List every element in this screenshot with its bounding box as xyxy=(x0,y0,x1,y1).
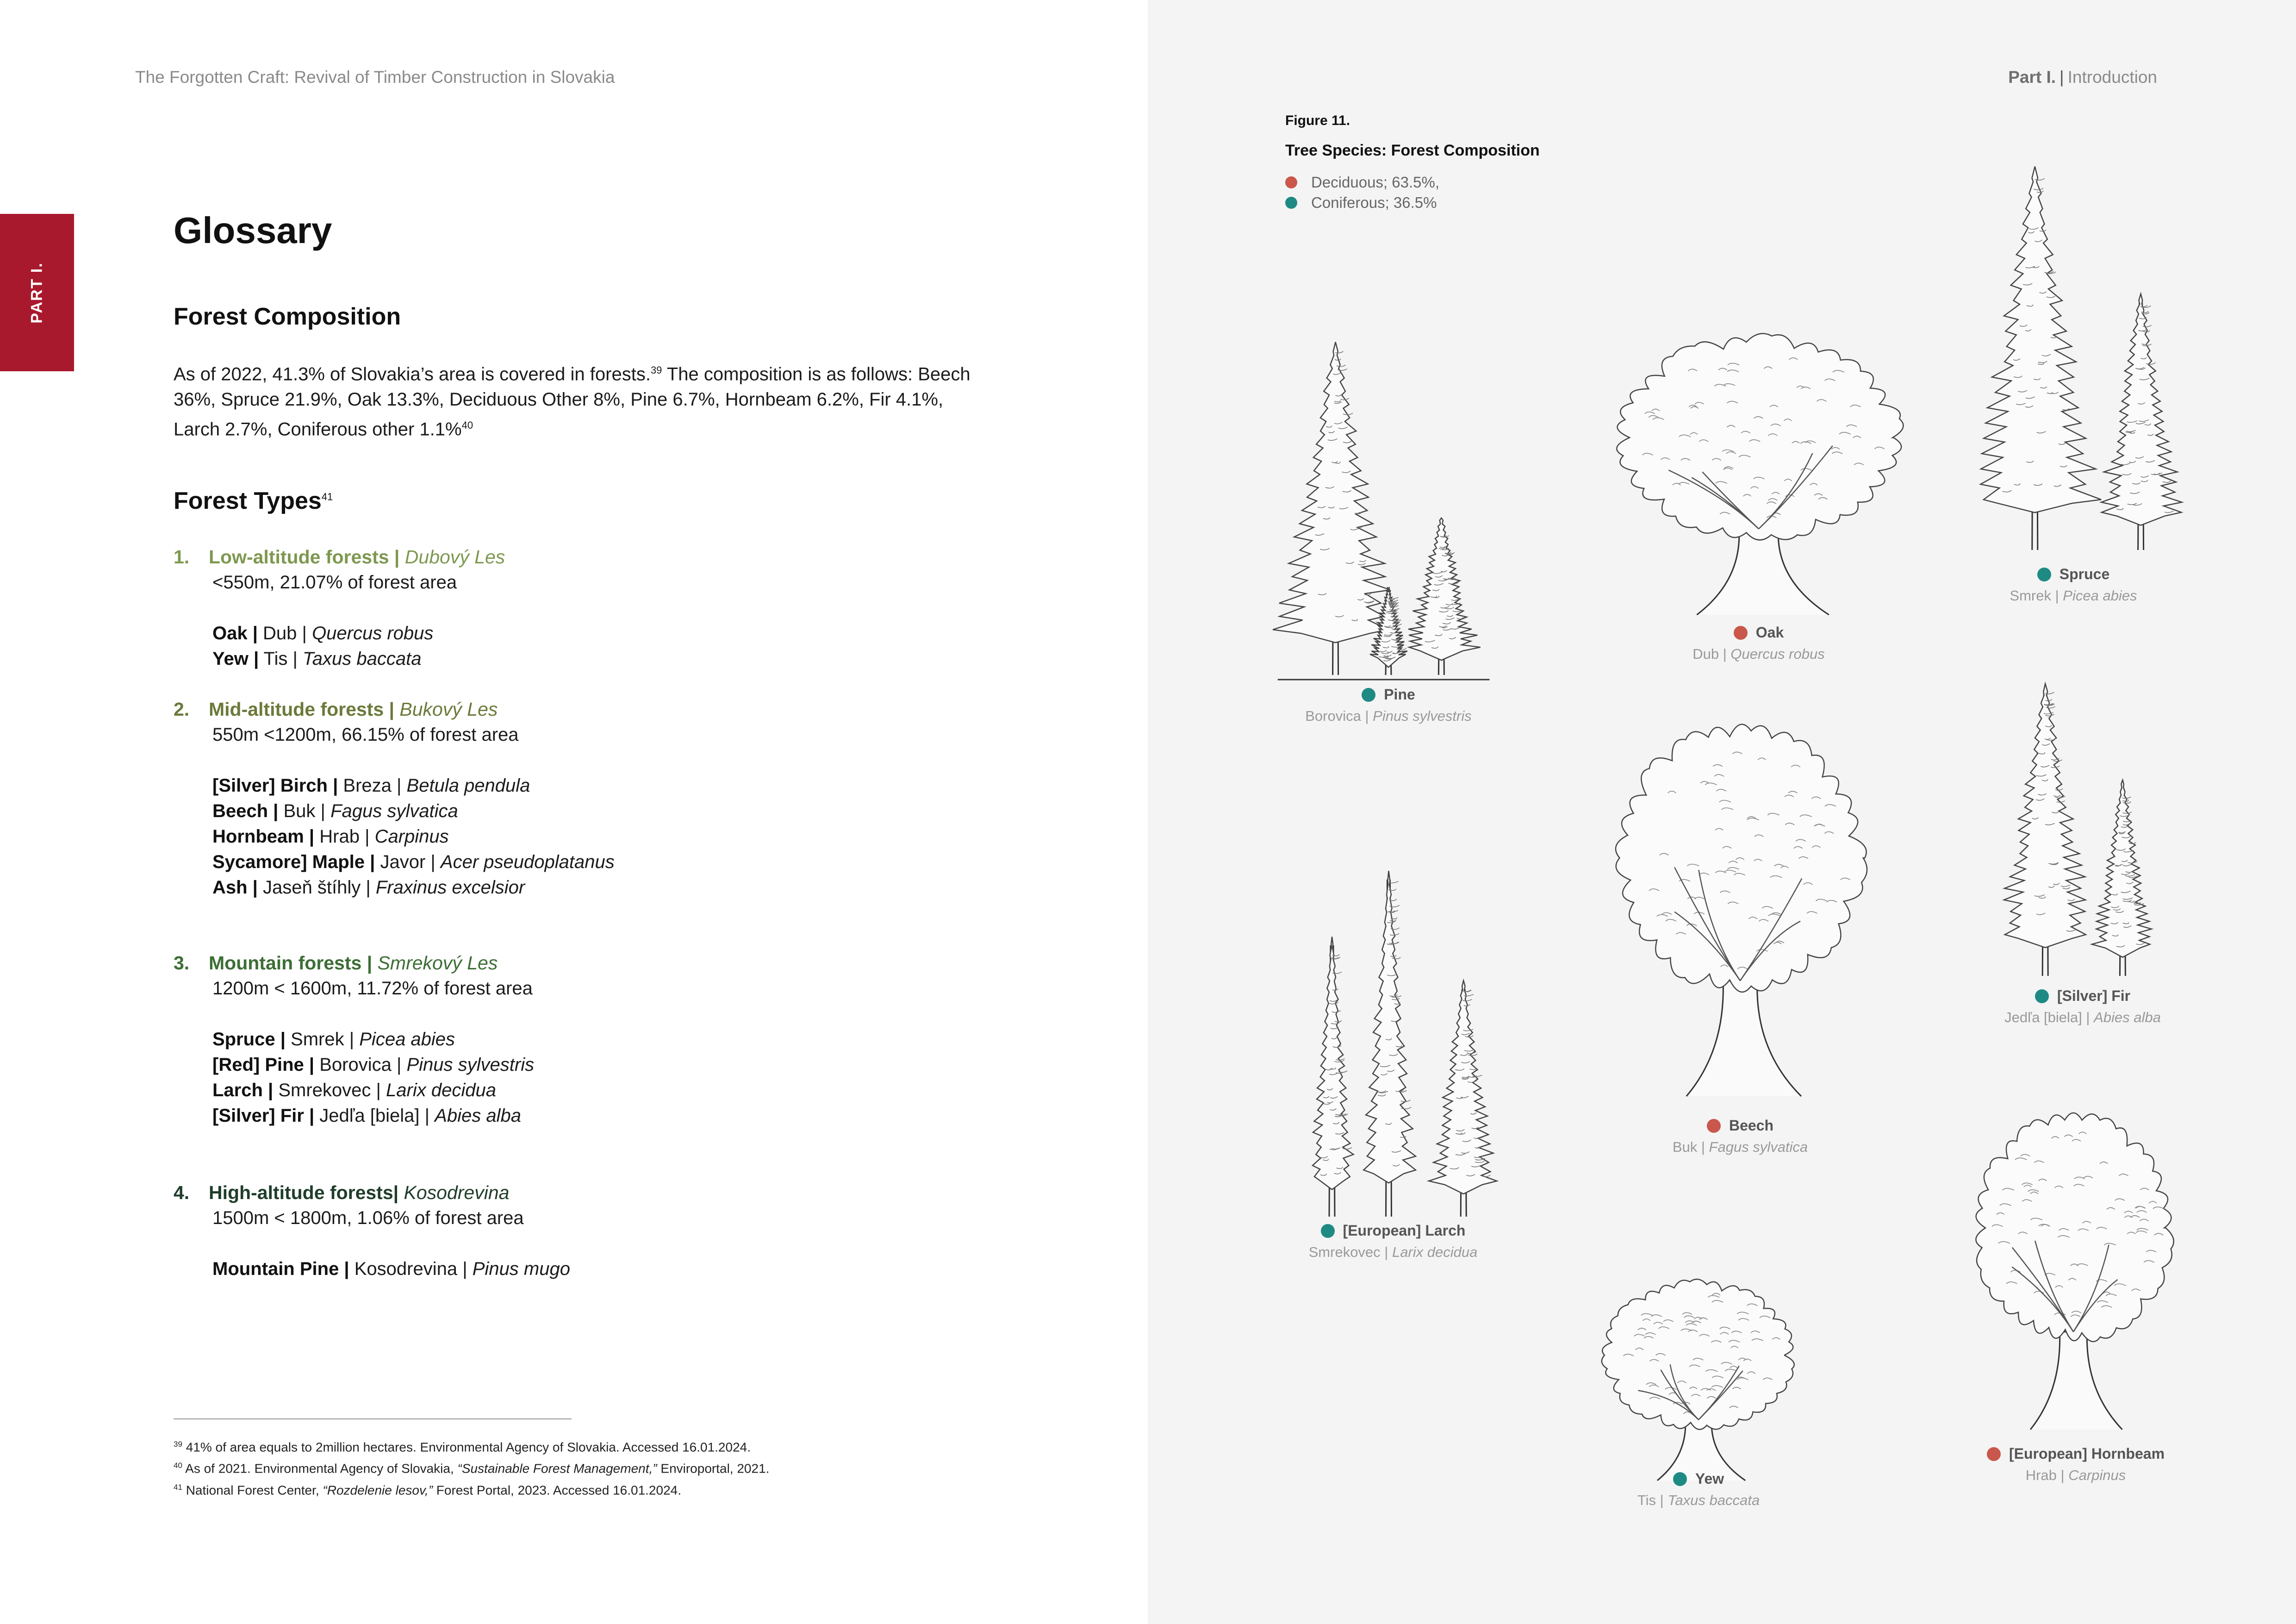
species-entry: Mountain Pine | Kosodrevina | Pinus mugo xyxy=(212,1259,570,1279)
forest-type-heading: 3. Mountain forests | Smrekový Les xyxy=(174,950,914,976)
part-tab-label: PART I. xyxy=(28,262,46,324)
species-english-name: [Silver] Birch | xyxy=(212,775,338,796)
legend-label: Deciduous; 63.5%, xyxy=(1311,174,1440,191)
species-latin-name: Larix decidua xyxy=(386,1080,496,1100)
tree-name xyxy=(1661,624,1856,641)
forest-type-number: 2. xyxy=(174,699,190,720)
species-latin-name: Betula pendula xyxy=(406,775,530,796)
species-slovak-name: Tis xyxy=(263,649,288,669)
tree-name xyxy=(1287,1222,1500,1239)
species-english-name: Larch | xyxy=(212,1080,274,1100)
tree-separator: | xyxy=(1697,1139,1709,1155)
tree-name-label: [European] Larch xyxy=(1343,1222,1466,1239)
forest-type-number: 1. xyxy=(174,546,190,568)
figure-legend xyxy=(1285,172,1439,213)
fir-tree-icon xyxy=(1985,681,2161,981)
tree-slovak-name: Buk xyxy=(1672,1139,1698,1155)
section-header: Part I. | Introduction xyxy=(2008,68,2157,87)
species-slovak-name: Javor xyxy=(380,852,426,872)
species-latin-name: Quercus robus xyxy=(312,623,434,643)
tree-slovak-name: Jedľa [biela] xyxy=(2004,1009,2082,1025)
species-english-name: [Red] Pine | xyxy=(212,1055,315,1075)
tree-name xyxy=(1291,686,1486,703)
forest-type-heading: 1. Low-altitude forests | Dubový Les xyxy=(174,544,914,570)
footnote xyxy=(174,1478,1007,1499)
spruce-tree-icon-drawing xyxy=(1953,157,2194,556)
legend-dot-icon xyxy=(1285,176,1297,188)
species-entry: Spruce | Smrek | Picea abies xyxy=(212,1029,455,1049)
tree-subtitle xyxy=(1967,1467,2184,1484)
species-entry: Oak | Dub | Quercus robus xyxy=(212,623,434,643)
tree-slovak-name: Borovica xyxy=(1305,708,1361,724)
species-latin-name: Fagus sylvatica xyxy=(330,801,458,821)
tree-name-label: [European] Hornbeam xyxy=(2009,1445,2165,1462)
pine-tree-icon xyxy=(1268,333,1509,685)
footnote-text: 41% of area equals to 2million hectares. Environmental Agency of Slovakia. Accessed 16.01.2024. xyxy=(186,1440,751,1455)
tree-subtitle xyxy=(1287,1244,1500,1261)
species-english-name: Oak | xyxy=(212,623,258,643)
tree-latin-name: Abies alba xyxy=(2094,1009,2161,1025)
species-list xyxy=(174,773,914,900)
species-slovak-name: Smrekovec xyxy=(278,1080,371,1100)
species-latin-name: Fraxinus excelsior xyxy=(375,877,525,898)
species-entry: Beech | Buk | Fagus sylvatica xyxy=(212,801,458,821)
spruce-tree-icon xyxy=(1953,157,2194,556)
forest-type-range: 550m <1200m, 66.15% of forest area xyxy=(212,725,519,745)
category-dot-icon xyxy=(1707,1119,1721,1133)
book-title-header: The Forgotten Craft: Revival of Timber Construction in Slovakia xyxy=(135,68,615,87)
footnote-title: “Sustainable Forest Management,” xyxy=(457,1461,657,1476)
forest-type-heading: 2. Mid-altitude forests | Bukový Les xyxy=(174,696,914,722)
tree-separator: | xyxy=(2082,1009,2094,1025)
category-dot-icon xyxy=(1734,626,1748,640)
forest-type-name: Mountain forests xyxy=(209,952,362,974)
species-latin-name: Taxus baccata xyxy=(303,649,422,669)
forest-type-item xyxy=(174,696,914,900)
tree-caption xyxy=(1291,686,1486,725)
footnote-ref[interactable]: 41 xyxy=(321,491,333,503)
species-slovak-name: Dub xyxy=(263,623,297,643)
species-latin-name: Abies alba xyxy=(435,1106,521,1126)
species-english-name: Ash | xyxy=(212,877,258,898)
forest-type-heading xyxy=(174,1180,914,1206)
tree-latin-name: Taxus baccata xyxy=(1668,1492,1760,1508)
species-entry: Ash | Jaseň štíhly | Fraxinus excelsior xyxy=(212,877,525,898)
tree-latin-name: Picea abies xyxy=(2063,587,2137,604)
forest-type-name: High-altitude forests| xyxy=(209,1182,399,1203)
forest-type-range: 1500m < 1800m, 1.06% of forest area xyxy=(212,1208,524,1228)
tree-slovak-name: Dub xyxy=(1692,646,1719,662)
forest-composition-heading: Forest Composition xyxy=(174,303,401,330)
tree-separator: | xyxy=(1380,1244,1392,1260)
legend-item xyxy=(1285,193,1439,213)
tree-latin-name: Larix decidua xyxy=(1392,1244,1478,1260)
species-english-name: Beech | xyxy=(212,801,279,821)
tree-separator: | xyxy=(1719,646,1731,662)
tree-separator: | xyxy=(2051,587,2063,604)
yew-tree-icon xyxy=(1597,1287,1800,1486)
forest-type-range: <550m, 21.07% of forest area xyxy=(212,572,457,593)
footnote-number: 41 xyxy=(174,1482,182,1492)
species-latin-name: Carpinus xyxy=(374,826,449,847)
species-english-name: [Silver] Fir | xyxy=(212,1106,315,1126)
tree-subtitle xyxy=(1291,708,1486,725)
species-entry: [Silver] Birch | Breza | Betula pendula xyxy=(212,775,530,796)
species-slovak-name: Smrek xyxy=(291,1029,344,1049)
legend-item xyxy=(1285,172,1439,193)
species-entry: Yew | Tis | Taxus baccata xyxy=(212,649,422,669)
species-list xyxy=(174,621,914,672)
forest-type-slovak-name: Smrekový Les xyxy=(377,952,498,974)
species-list xyxy=(174,1027,914,1129)
species-latin-name: Pinus sylvestris xyxy=(406,1055,535,1075)
tree-name-label: Beech xyxy=(1729,1117,1774,1134)
tree-separator: | xyxy=(1361,708,1373,724)
forest-type-slovak-name: Kosodrevina xyxy=(404,1182,510,1203)
tree-caption xyxy=(1661,624,1856,662)
tree-name-label: [Silver] Fir xyxy=(2057,987,2131,1004)
tree-slovak-name: Smrekovec xyxy=(1308,1244,1381,1260)
oak-tree-icon xyxy=(1606,343,1911,620)
species-list xyxy=(174,1256,914,1282)
species-english-name: Yew | xyxy=(212,649,259,669)
fir-tree-icon-drawing xyxy=(1985,681,2161,981)
species-entry: [Silver] Fir | Jedľa [biela] | Abies alba xyxy=(212,1106,521,1126)
forest-type-item xyxy=(174,544,914,672)
species-slovak-name: Breza xyxy=(343,775,392,796)
species-english-name: Spruce | xyxy=(212,1029,286,1049)
figure-title: Tree Species: Forest Composition xyxy=(1285,142,1540,159)
forest-type-name: Low-altitude forests xyxy=(209,546,389,568)
species-slovak-name: Jedľa [biela] xyxy=(319,1106,420,1126)
tree-subtitle xyxy=(1638,1139,1842,1156)
yew-tree-icon-drawing xyxy=(1597,1287,1800,1486)
larch-tree-icon-drawing xyxy=(1287,856,1513,1222)
part-tab xyxy=(0,214,74,371)
hornbeam-tree-icon-drawing xyxy=(1962,1120,2184,1435)
footnote-ref[interactable]: 39 xyxy=(650,364,662,376)
tree-slovak-name: Hrab xyxy=(2025,1467,2057,1483)
species-slovak-name: Jaseň štíhly xyxy=(263,877,361,898)
tree-caption xyxy=(1967,566,2180,604)
tree-name xyxy=(1967,1445,2184,1462)
category-dot-icon xyxy=(2035,989,2049,1003)
species-english-name: Sycamore] Maple | xyxy=(212,852,375,872)
footnote-text: Forest Portal, 2023. Accessed 16.01.2024. xyxy=(433,1482,682,1497)
tree-subtitle xyxy=(1990,1009,2175,1026)
legend-dot-icon xyxy=(1285,197,1297,209)
tree-separator: | xyxy=(2056,1467,2069,1483)
tree-latin-name: Carpinus xyxy=(2068,1467,2126,1483)
category-dot-icon xyxy=(1673,1472,1687,1486)
tree-caption xyxy=(1638,1117,1842,1156)
footnotes xyxy=(174,1435,1007,1499)
footnote xyxy=(174,1456,1007,1478)
tree-slovak-name: Smrek xyxy=(2010,587,2051,604)
species-entry: [Red] Pine | Borovica | Pinus sylvestris xyxy=(212,1055,535,1075)
forest-type-item xyxy=(174,950,914,1129)
hornbeam-tree-icon xyxy=(1962,1120,2184,1435)
oak-tree-icon-drawing xyxy=(1606,343,1911,620)
larch-tree-icon xyxy=(1287,856,1513,1222)
footnote xyxy=(174,1435,1007,1456)
category-dot-icon xyxy=(1321,1224,1335,1238)
tree-latin-name: Fagus sylvatica xyxy=(1709,1139,1808,1155)
category-dot-icon xyxy=(1987,1447,2001,1461)
species-entry: Larch | Smrekovec | Larix decidua xyxy=(212,1080,496,1100)
tree-name xyxy=(1967,566,2180,583)
tree-name-label: Yew xyxy=(1695,1470,1724,1487)
forest-types-heading: Forest Types$^{41}$ xyxy=(174,487,333,514)
tree-caption xyxy=(1611,1470,1786,1509)
figure-label: Figure 11. xyxy=(1285,113,1350,128)
tree-subtitle xyxy=(1967,587,2180,604)
species-slovak-name: Buk xyxy=(283,801,316,821)
footnote-ref[interactable]: 40 xyxy=(461,419,473,431)
tree-name-label: Pine xyxy=(1384,686,1415,703)
species-latin-name: Picea abies xyxy=(359,1029,455,1049)
category-dot-icon xyxy=(1362,688,1375,702)
tree-name-label: Oak xyxy=(1755,624,1784,641)
species-latin-name: Pinus mugo xyxy=(472,1259,570,1279)
footnote-text: Enviroportal, 2021. xyxy=(657,1461,770,1476)
tree-subtitle xyxy=(1611,1492,1786,1509)
tree-name xyxy=(1611,1470,1786,1487)
tree-slovak-name: Tis xyxy=(1637,1492,1656,1508)
forest-type-slovak-name: Bukový Les xyxy=(399,699,498,720)
forest-type-range: 1200m < 1600m, 11.72% of forest area xyxy=(212,978,533,999)
footnote-number: 40 xyxy=(174,1461,182,1470)
tree-name xyxy=(1990,987,2175,1005)
forest-composition-paragraph: As of 2022, 41.3% of Slovakia’s area is covered in forests.$^{39}$ The composition is as follows: Beech 36%, Spruce 21.9%, Oak 13.3%, Deciduous Other 8%, Pine 6.7%, Hornbeam 6.2%, Fir 4.1%, Larch 2.7%, Coniferous other 1.1%$^{40}$ xyxy=(174,364,971,440)
species-slovak-name: Hrab xyxy=(319,826,360,847)
species-slovak-name: Kosodrevina xyxy=(354,1259,458,1279)
tree-subtitle xyxy=(1661,646,1856,662)
tree-latin-name: Pinus sylvestris xyxy=(1373,708,1472,724)
pine-tree-icon-drawing xyxy=(1268,333,1509,685)
page-title: Glossary xyxy=(174,210,332,251)
forest-type-number: 4. xyxy=(174,1182,190,1203)
footnote-text: As of 2021. Environmental Agency of Slovakia, xyxy=(185,1461,458,1476)
forest-type-name: Mid-altitude forests xyxy=(209,699,384,720)
tree-caption xyxy=(1287,1222,1500,1261)
tree-name xyxy=(1638,1117,1842,1134)
species-latin-name: Acer pseudoplatanus xyxy=(440,852,615,872)
beech-tree-icon xyxy=(1601,731,1879,1102)
footnote-title: “Rozdelenie lesov,” xyxy=(323,1482,433,1497)
species-english-name: Mountain Pine | xyxy=(212,1259,349,1279)
tree-caption xyxy=(1967,1445,2184,1484)
forest-type-item xyxy=(174,1180,914,1282)
tree-separator: | xyxy=(1656,1492,1668,1508)
tree-caption xyxy=(1990,987,2175,1026)
species-slovak-name: Borovica xyxy=(319,1055,392,1075)
tree-latin-name: Quercus robus xyxy=(1730,646,1825,662)
footnote-divider xyxy=(174,1418,572,1419)
footnote-text: National Forest Center, xyxy=(186,1482,323,1497)
beech-tree-icon-drawing xyxy=(1601,731,1879,1102)
species-english-name: Hornbeam | xyxy=(212,826,315,847)
category-dot-icon xyxy=(2037,568,2051,581)
forest-type-number: 3. xyxy=(174,952,190,974)
tree-name-label: Spruce xyxy=(2059,566,2110,582)
footnote-number: 39 xyxy=(174,1440,182,1449)
species-entry: Hornbeam | Hrab | Carpinus xyxy=(212,826,449,847)
species-entry: Sycamore] Maple | Javor | Acer pseudoplatanus xyxy=(212,852,615,872)
forest-type-slovak-name: Dubový Les xyxy=(404,546,505,568)
legend-label: Coniferous; 36.5% xyxy=(1311,194,1437,211)
